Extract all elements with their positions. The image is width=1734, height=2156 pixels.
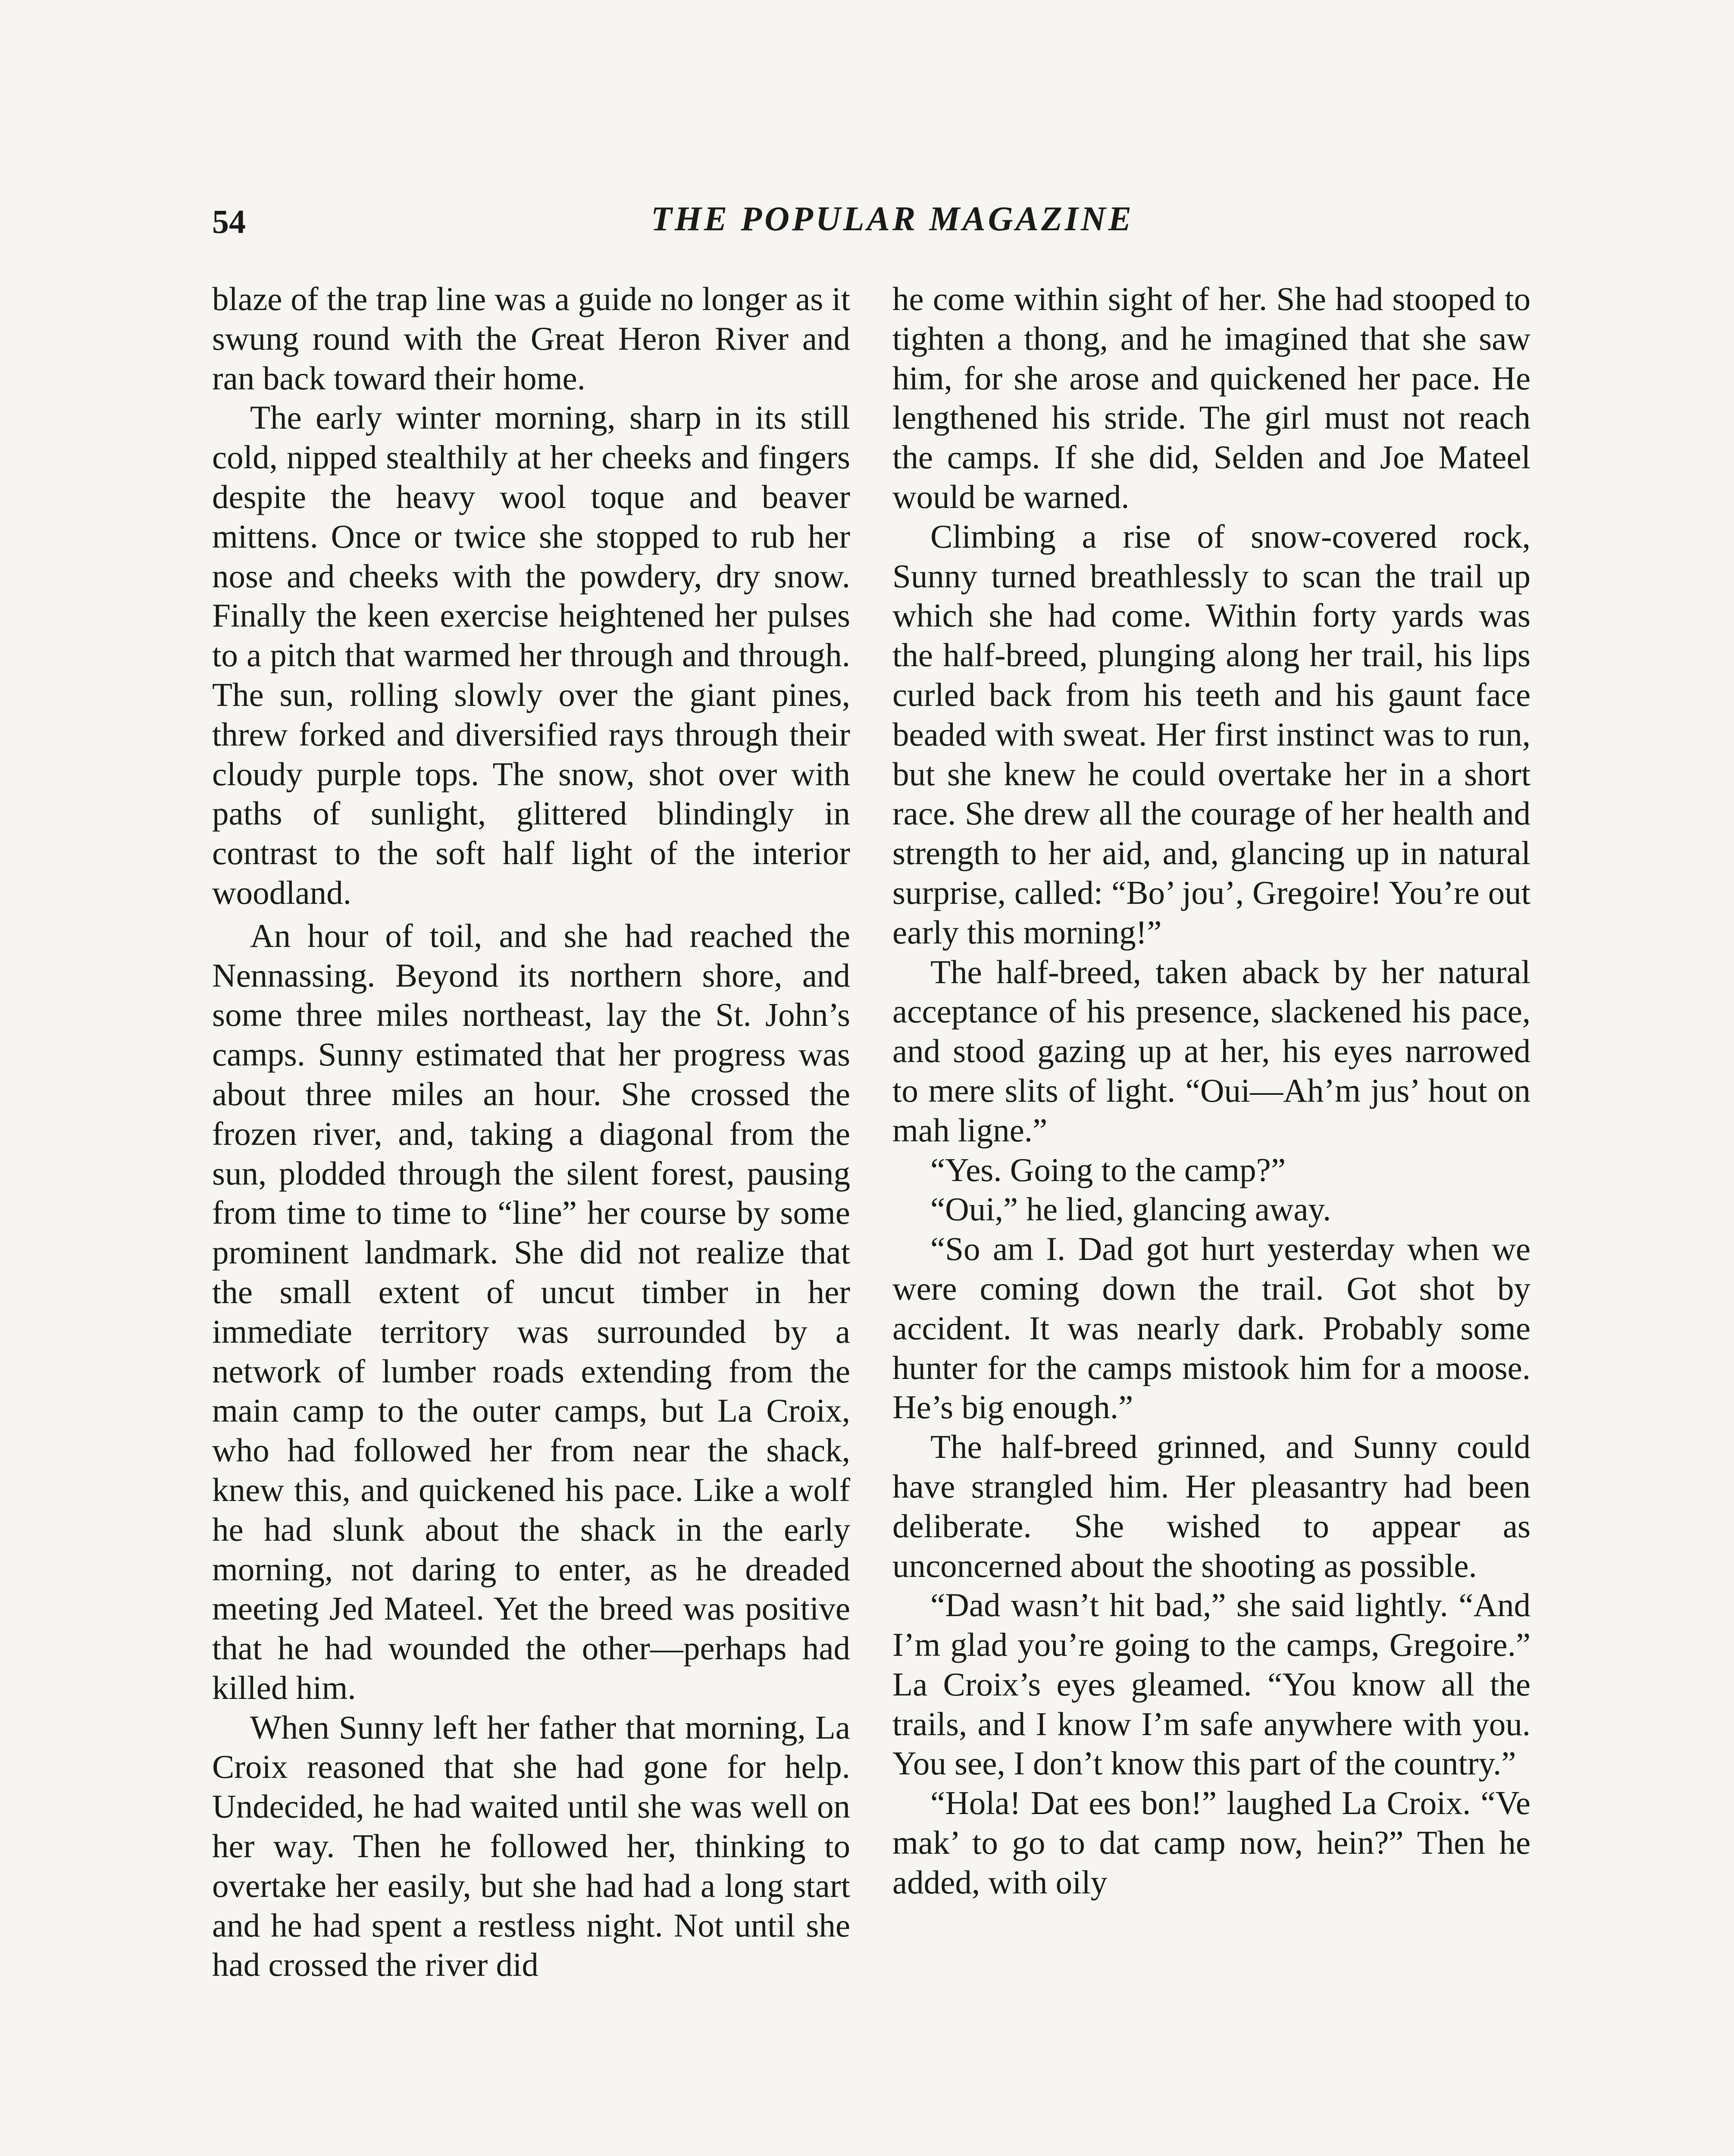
- paragraph: Climbing a rise of snow-covered rock, Sunny turned breathlessly to scan the trail up which she had come. Within forty yards was the half-breed, plunging along her trail, his lips curled back from his teeth and his gaunt face beaded with sweat. Her first instinct was to run, but she knew he could overtake her in a short race. She drew all the courage of her health and strength to her aid, and, glancing up in natural surprise, called: “Bo’ jou’, Gregoire! You’re out early this morning!”: [892, 517, 1531, 951]
- paragraph: An hour of toil, and she had reached the Nennassing. Beyond its northern shore, and some three miles northeast, lay the St. John’s camps. Sunny estimated that her progress was about three miles an hour. She crossed the frozen river, and, taking a diagonal from the sun, plodded through the silent forest, pausing from time to time to “line” her course by some prominent landmark. She did not realize that the small extent of uncut timber in her immediate territory was surrounded by a network of lumber roads extending from the main camp to the outer camps, but La Croix, who had followed her from near the shack, knew this, and quickened his pace. Like a wolf he had slunk about the shack in the early morning, not daring to enter, as he dreaded meeting Jed Mateel. Yet the breed was positive that he had wounded the other—perhaps had killed him.: [212, 917, 850, 1706]
- magazine-title: THE POPULAR MAGAZINE: [651, 200, 1134, 238]
- paragraph: “So am I. Dad got hurt yesterday when we were coming down the trail. Got shot by accident. It was nearly dark. Probably some hunter for the camps mistook him for a moose. He’s big enough.”: [892, 1230, 1531, 1426]
- page-number: 54: [212, 203, 246, 240]
- paragraph: “Oui,” he lied, glancing away.: [930, 1191, 1331, 1228]
- paragraph: The early winter morning, sharp in its still cold, nipped stealthily at her cheeks and fingers despite the heavy wool toque and beaver mittens. Once or twice she stopped to rub her nose and cheeks with the powdery, dry snow. Finally the keen exercise heightened her pulses to a pitch that warmed her through and through. The sun, rolling slowly over the giant pines, threw forked and diversified rays through their cloudy purple tops. The snow, shot over with paths of sunlight, glittered blindingly in contrast to the soft half light of the interior woodland.: [212, 399, 850, 911]
- paragraph: The half-breed, taken aback by her natural acceptance of his presence, slackened his pace, and stood gazing up at her, his eyes narrowed to mere slits of light. “Oui—Ah’m jus’ hout on mah ligne.”: [892, 953, 1531, 1149]
- paragraph: blaze of the trap line was a guide no longer as it swung round with the Great Heron River and ran back toward their home.: [212, 280, 850, 397]
- left-column: [212, 279, 850, 1985]
- paragraph: The half-breed grinned, and Sunny could have strangled him. Her pleasantry had been deliberate. She wished to appear as unconcerned about the shooting as possible.: [892, 1428, 1531, 1584]
- paragraph: “Hola! Dat ees bon!” laughed La Croix. “Ve mak’ to go to dat camp now, hein?” Then he added, with oily: [892, 1784, 1531, 1901]
- paragraph: When Sunny left her father that morning, La Croix reasoned that she had gone for help. Undecided, he had waited until she was well on her way. Then he followed her, thinking to overtake her easily, but she had had a long start and he had spent a restless night. Not until she had crossed the river did: [212, 1708, 850, 1984]
- paragraph: he come within sight of her. She had stooped to tighten a thong, and he imagined that she saw him, for she arose and quickened her pace. He lengthened his stride. The girl must not reach the camps. If she did, Selden and Joe Mateel would be warned.: [892, 280, 1531, 515]
- right-column: [892, 279, 1531, 1902]
- paragraph: “Dad wasn’t hit bad,” she said lightly. “And I’m glad you’re going to the camps, Gregoire.” La Croix’s eyes gleamed. “You know all the trails, and I know I’m safe anywhere with you. You see, I don’t know this part of the country.”: [892, 1586, 1531, 1782]
- paragraph: “Yes. Going to the camp?”: [930, 1151, 1286, 1188]
